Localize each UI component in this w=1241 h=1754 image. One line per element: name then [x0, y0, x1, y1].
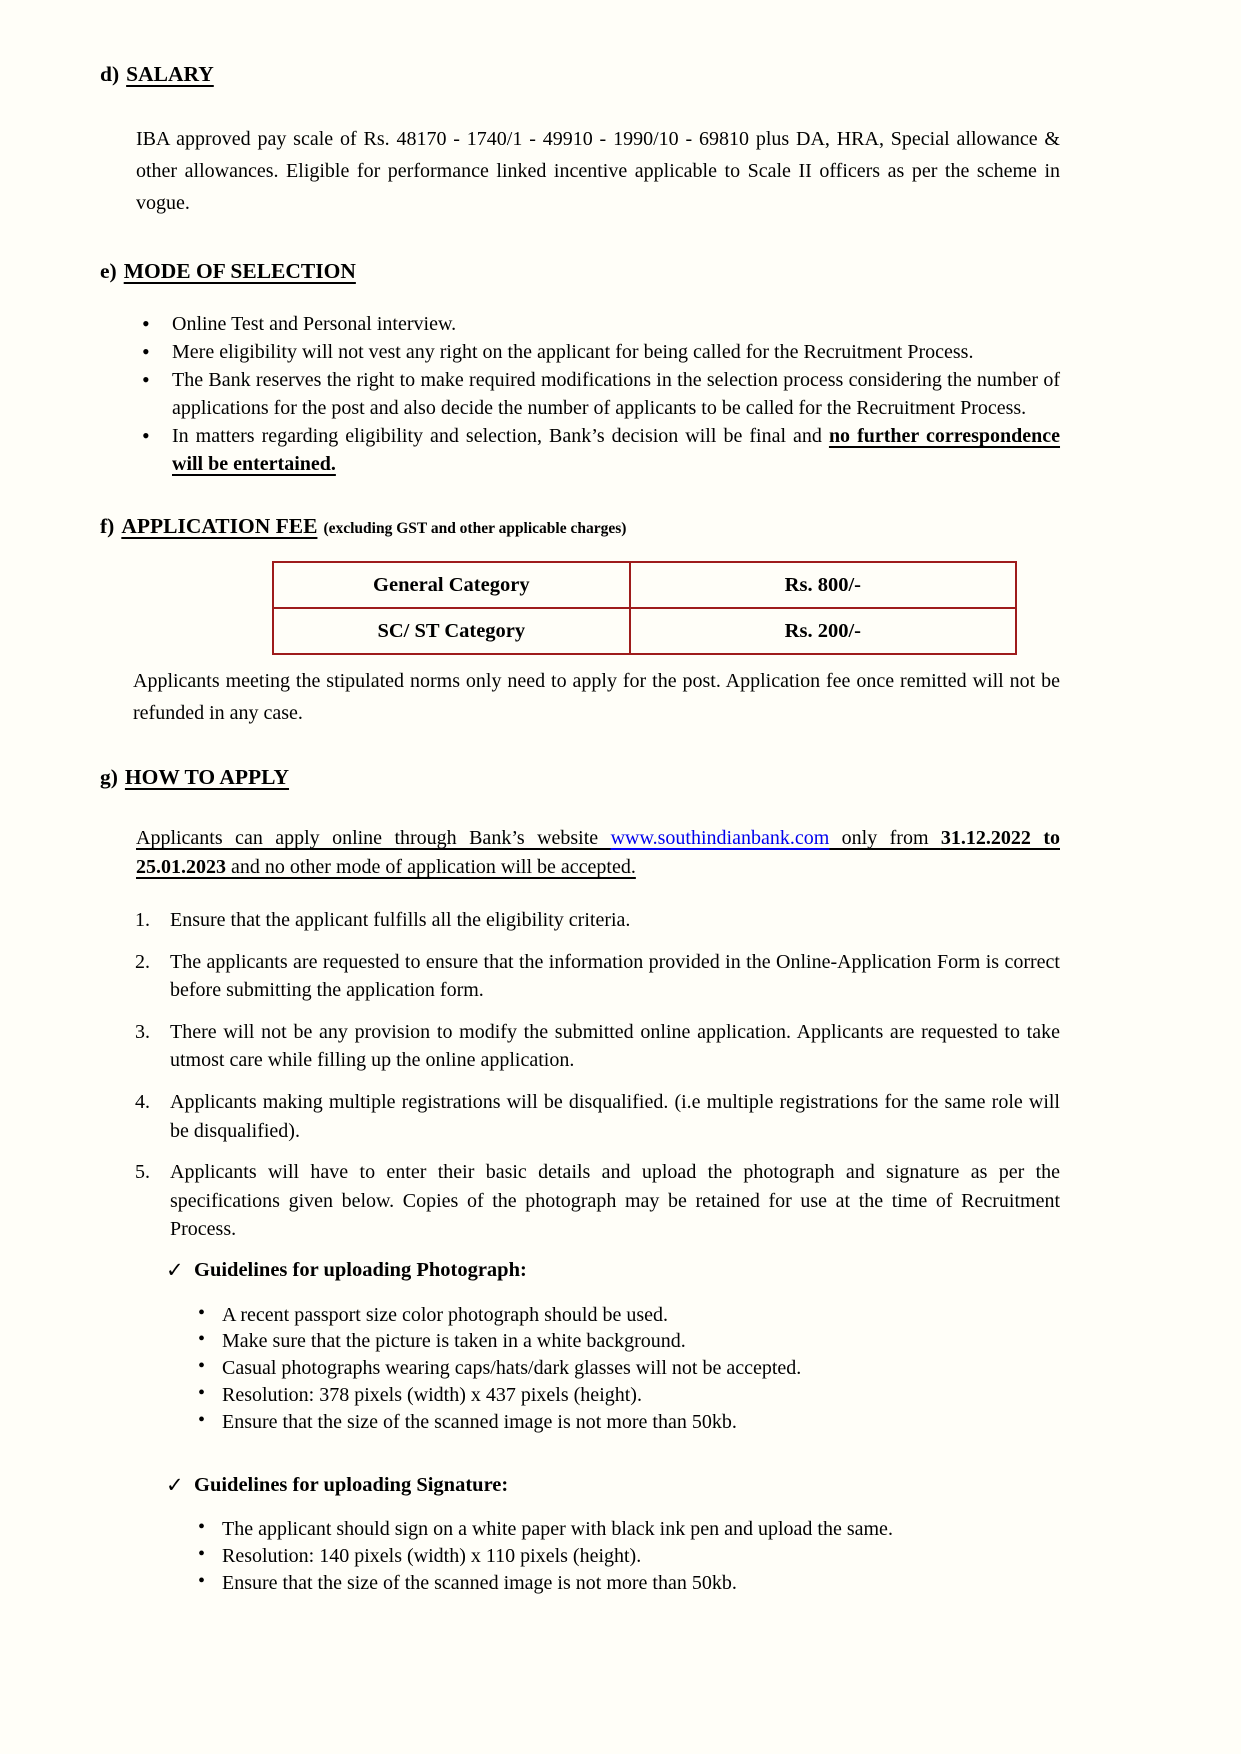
- list-item: • A recent passport size color photograph should be used.: [100, 1302, 1060, 1329]
- checkmark-icon: ✓: [166, 1472, 184, 1497]
- step-text: Applicants making multiple registrations will be disqualified. (i.e multiple registrations for the same role will be disqualified).: [170, 1090, 1060, 1142]
- list-item: • Mere eligibility will not vest any right on the applicant for being called for the Recruitment Process.: [100, 338, 1060, 366]
- list-item: [100, 948, 1060, 1005]
- section-heading-mode-of-selection: [100, 259, 1060, 284]
- fee-category-cell: SC/ ST Category: [273, 608, 630, 654]
- list-item: • The applicant should sign on a white paper with black ink pen and upload the same.: [100, 1516, 1060, 1543]
- application-fee-table: [272, 561, 1017, 655]
- list-item: [100, 906, 1060, 935]
- section-letter: e): [100, 259, 117, 283]
- list-item: • Resolution: 140 pixels (width) x 110 pixels (height).: [100, 1543, 1060, 1570]
- section-title: MODE OF SELECTION: [123, 259, 356, 283]
- step-number: 5.: [135, 1161, 150, 1184]
- salary-paragraph: IBA approved pay scale of Rs. 48170 - 1740/1 - 49910 - 1990/10 - 69810 plus DA, HRA, Special allowance & other allowances. Eligible for performance linked incentive applicable to Scale II officers as per the scheme in vogue.: [136, 128, 1060, 214]
- section-title: SALARY: [126, 62, 214, 86]
- list-item: • The Bank reserves the right to make required modifications in the selection process considering the number of applications for the post and also decide the number of applicants to be called for the Recruitment Process.: [100, 366, 1060, 422]
- step-text: The applicants are requested to ensure that the information provided in the Online-Application Form is correct before submitting the application form.: [170, 950, 1060, 1002]
- mode-of-selection-list: [100, 310, 1060, 478]
- list-item: • Make sure that the picture is taken in a white background.: [100, 1328, 1060, 1355]
- step-number: 3.: [135, 1020, 150, 1043]
- apply-intro-paragraph: [136, 824, 1060, 882]
- photo-guidelines-title: Guidelines for uploading Photograph:: [194, 1258, 527, 1281]
- list-item: [100, 422, 1060, 478]
- step-text: Applicants will have to enter their basic details and upload the photograph and signature as per the specifications given below. Copies of the photograph may be retained for use at the time of Recruitment Process.: [170, 1161, 1060, 1241]
- fee-amount-cell: Rs. 200/-: [630, 608, 1016, 654]
- list-item: [100, 1158, 1060, 1244]
- apply-dates-text: 31.12.2022 to 25.01.2023: [136, 827, 1060, 878]
- list-item: • Ensure that the size of the scanned image is not more than 50kb.: [100, 1570, 1060, 1597]
- section-letter: f): [100, 514, 115, 538]
- apply-intro-text: and no other mode of application will be accepted.: [226, 856, 636, 878]
- list-item: [100, 1088, 1060, 1145]
- checkmark-icon: ✓: [166, 1257, 184, 1282]
- how-to-apply-steps: [100, 906, 1060, 1244]
- step-text: There will not be any provision to modify the submitted online application. Applicants are requested to take utmost care while filling up the online application.: [170, 1020, 1060, 1072]
- signature-guidelines-heading: [100, 1472, 1060, 1499]
- list-item: • Casual photographs wearing caps/hats/dark glasses will not be accepted.: [100, 1355, 1060, 1382]
- section-heading-how-to-apply: [100, 765, 1060, 790]
- step-text: Ensure that the applicant fulfills all the eligibility criteria.: [170, 909, 631, 931]
- final-bullet-normal-text: In matters regarding eligibility and selection, Bank’s decision will be final and: [172, 425, 829, 447]
- section-title: HOW TO APPLY: [124, 765, 290, 789]
- signature-guidelines-list: [100, 1516, 1060, 1596]
- apply-intro-text: only from: [829, 827, 941, 849]
- list-item: • Ensure that the size of the scanned image is not more than 50kb.: [100, 1409, 1060, 1436]
- signature-guidelines-title: Guidelines for uploading Signature:: [194, 1473, 509, 1496]
- section-title: APPLICATION FEE: [121, 514, 318, 538]
- bank-website-link[interactable]: www.southindianbank.com: [610, 827, 830, 849]
- section-heading-application-fee: [100, 514, 1060, 539]
- table-row: [273, 562, 1016, 608]
- list-item: • Resolution: 378 pixels (width) x 437 pixels (height).: [100, 1382, 1060, 1409]
- fee-category-cell: General Category: [273, 562, 630, 608]
- final-bullet-emphasis-text: no further correspondence will be entertained.: [172, 425, 1061, 475]
- section-subtitle: (excluding GST and other applicable charges): [323, 520, 627, 537]
- photo-guidelines-heading: [100, 1257, 1060, 1284]
- section-letter: g): [100, 765, 118, 789]
- fee-amount-cell: Rs. 800/-: [630, 562, 1016, 608]
- photo-guidelines-list: [100, 1302, 1060, 1436]
- list-item: • Online Test and Personal interview.: [100, 310, 1060, 338]
- section-heading-salary: [100, 62, 1060, 87]
- fee-note-paragraph: Applicants meeting the stipulated norms only need to apply for the post. Application fee once remitted will not be refunded in any case.: [133, 670, 1060, 724]
- step-number: 1.: [135, 909, 150, 931]
- apply-intro-text: Applicants can apply online through Bank’s website: [136, 827, 611, 849]
- section-letter: d): [100, 62, 120, 86]
- step-number: 4.: [135, 1090, 150, 1113]
- list-item: [100, 1018, 1060, 1075]
- step-number: 2.: [135, 950, 150, 973]
- table-row: [273, 608, 1016, 654]
